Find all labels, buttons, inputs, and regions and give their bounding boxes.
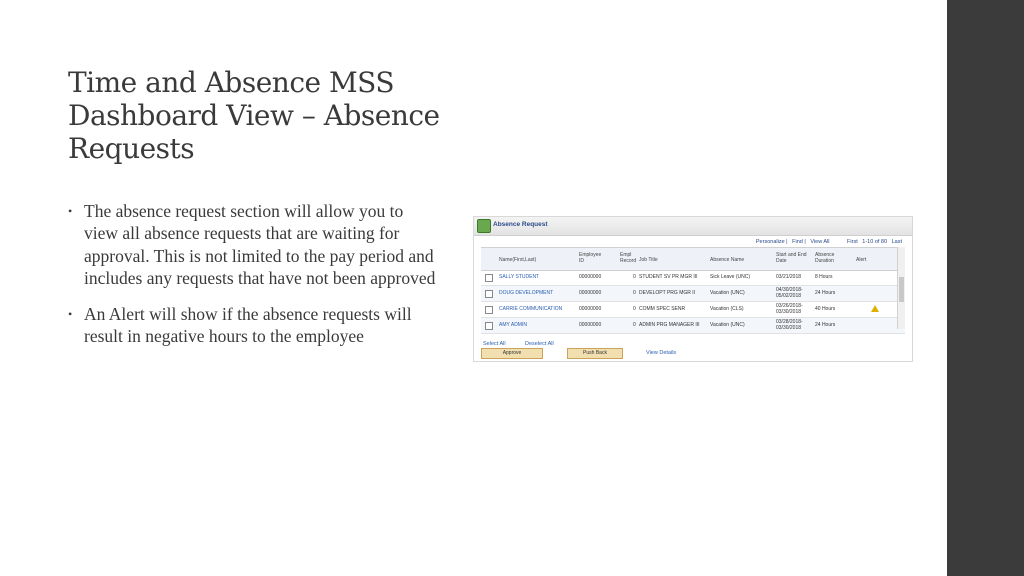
- absence-name: Vacation (CLS): [710, 306, 744, 312]
- push-back-button[interactable]: Push Back: [567, 348, 623, 359]
- scrollbar-thumb[interactable]: [899, 277, 904, 302]
- absence-name: Sick Leave (UNC): [710, 274, 751, 280]
- absence-dates: 04/30/2018-05/02/2018: [776, 287, 803, 299]
- slide-title: [68, 66, 468, 165]
- select-all-link[interactable]: Select All: [483, 341, 506, 347]
- title-line-3: Requests: [68, 132, 195, 165]
- employee-id: 00000000: [579, 322, 602, 328]
- panel-header: [474, 217, 912, 236]
- row-checkbox[interactable]: [485, 322, 493, 330]
- absence-request-screenshot: [473, 216, 913, 362]
- col-name: Name(First,Last): [499, 257, 537, 263]
- row-checkbox[interactable]: [485, 290, 493, 298]
- absence-dates: 03/21/2018: [776, 274, 802, 280]
- absence-name: Vacation (UNC): [710, 290, 745, 296]
- employee-name-link[interactable]: DOUG DEVELOPMENT: [499, 290, 554, 296]
- bullet-text: An Alert will show if the absence requests will result in negative hours to the employee: [84, 304, 412, 347]
- absence-duration: 24 Hours: [815, 290, 836, 296]
- job-title: COMM SPEC SENR: [639, 306, 686, 312]
- right-sidebar-bar: [947, 0, 1024, 576]
- bullet-dot-icon: •: [68, 204, 73, 218]
- empl-record: 0: [633, 322, 636, 328]
- employee-id: 00000000: [579, 306, 602, 312]
- employee-id: 00000000: [579, 290, 602, 296]
- employee-name-link[interactable]: SALLY STUDENT: [499, 274, 540, 280]
- row-checkbox[interactable]: [485, 274, 493, 282]
- title-line-2: Dashboard View – Absence: [68, 99, 440, 132]
- bullet-item: [68, 200, 438, 289]
- approve-button[interactable]: Approve: [481, 348, 543, 359]
- title-line-1: Time and Absence MSS: [68, 66, 395, 99]
- panel-title: Absence Request: [493, 221, 548, 228]
- absence-dates: 03/26/2018-03/30/2018: [776, 303, 803, 315]
- bullet-dot-icon: •: [68, 307, 73, 322]
- personalize-link[interactable]: Personalize: [755, 239, 785, 245]
- absence-grid: [481, 247, 905, 331]
- deselect-all-link[interactable]: Deselect All: [525, 341, 554, 347]
- table-row: [481, 318, 905, 334]
- employee-id: 00000000: [579, 274, 602, 280]
- col-job: Job Title: [639, 257, 658, 263]
- absence-duration: 24 Hours: [815, 322, 836, 328]
- col-record: Empl Record: [620, 252, 637, 264]
- absence-name: Vacation (UNC): [710, 322, 745, 328]
- grid-pager: Personalize | Find | View All First 1-10 of 80 Last: [755, 239, 902, 245]
- grid-header: [481, 248, 905, 271]
- employee-name-link[interactable]: CARRIE COMMUNICATION: [499, 306, 563, 312]
- col-alert: Alert: [856, 257, 867, 263]
- absence-duration: 40 Hours: [815, 306, 836, 312]
- col-dates: Start and End Date: [776, 252, 807, 264]
- view-all-link[interactable]: View All: [810, 239, 830, 245]
- col-emplid: Employee ID: [579, 252, 602, 264]
- job-title: ADMIN PRG MANAGER III: [639, 322, 700, 328]
- bullet-item: [68, 303, 438, 348]
- empl-record: 0: [633, 306, 636, 312]
- table-row: [481, 286, 905, 302]
- col-absence: Absence Name: [710, 257, 745, 263]
- table-row: [481, 270, 905, 286]
- bullet-list: [68, 200, 438, 362]
- row-checkbox[interactable]: [485, 306, 493, 314]
- employee-name-link[interactable]: AMY ADMIN: [499, 322, 527, 328]
- warning-icon[interactable]: [871, 305, 879, 312]
- page-range: 1-10 of 80: [862, 239, 888, 245]
- absence-duration: 8 Hours: [815, 274, 833, 280]
- empl-record: 0: [633, 290, 636, 296]
- view-details-link[interactable]: View Details: [646, 350, 677, 356]
- calendar-icon: [477, 219, 491, 233]
- job-title: DEVELOPT PRG MGR II: [639, 290, 696, 296]
- job-title: STUDENT SV PR MGR III: [639, 274, 698, 280]
- find-link[interactable]: Find: [792, 239, 803, 245]
- col-duration: Absence Duration: [815, 252, 835, 264]
- absence-dates: 03/28/2018-03/30/2018: [776, 319, 803, 331]
- grid-scrollbar[interactable]: [897, 247, 905, 329]
- first-link[interactable]: First: [847, 239, 858, 245]
- last-link[interactable]: Last: [891, 239, 902, 245]
- bullet-text: The absence request section will allow you to view all absence requests that are waiting for approval. This is not limited to the pay period and includes any requests that have not been approved: [84, 201, 436, 288]
- table-row: [481, 302, 905, 318]
- empl-record: 0: [633, 274, 636, 280]
